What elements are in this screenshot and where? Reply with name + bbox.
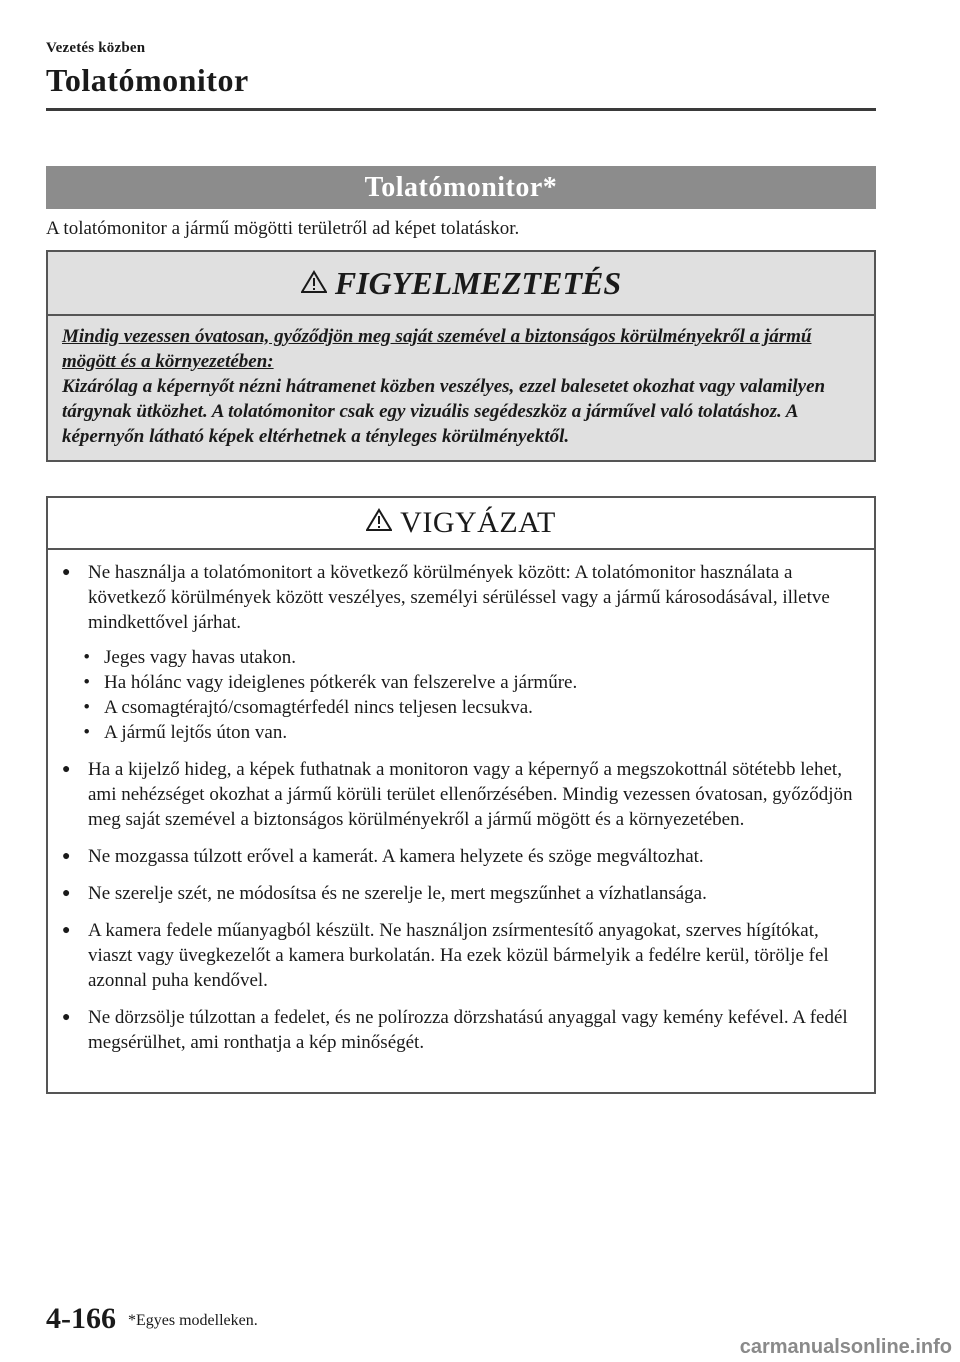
bullet-text: Ne használja a tolatómonitort a következő körülmények között: A tolatómonitor használata a következő körülmények között veszélyes, személyi sérüléssel vagy a jármű károsodásával, illetve mindkettővel járhat.: [88, 562, 830, 633]
watermark: carmanualsonline.info: [739, 1336, 952, 1358]
caution-body: [48, 550, 874, 1055]
warning-body: [48, 316, 874, 449]
bullet-dot: ●: [62, 923, 71, 938]
bullet-dot: ●: [62, 849, 71, 864]
list-item: [60, 1005, 860, 1055]
bullet-dot: ●: [62, 1010, 71, 1025]
list-item: [60, 560, 860, 635]
warning-triangle-icon: [366, 506, 392, 540]
list-item: [60, 757, 860, 832]
sub-list: [60, 645, 860, 745]
caution-header: [48, 498, 874, 550]
caution-box: [46, 496, 876, 1094]
warning-triangle-icon: [301, 265, 327, 302]
sub-list-item: • A csomagtérajtó/csomagtérfedél nincs teljesen lecsukva.: [83, 697, 533, 718]
warning-underlined-text: Mindig vezessen óvatosan, győződjön meg saját szemével a biztonságos körülményekről a jármű mögött és a környezetében:: [62, 326, 812, 372]
running-head: Vezetés közben: [46, 40, 146, 56]
footnote: *Egyes modelleken.: [128, 1312, 258, 1329]
title-divider: [46, 108, 876, 111]
bullet-text: Ne mozgassa túlzott erővel a kamerát. A kamera helyzete és szöge megváltozhat.: [88, 846, 704, 867]
bullet-dot: ●: [62, 762, 71, 777]
list-item: [60, 844, 860, 869]
list-item: [60, 918, 860, 993]
section-banner: Tolatómonitor*: [46, 166, 876, 209]
bullet-dot: ●: [62, 886, 71, 901]
intro-text: A tolatómonitor a jármű mögötti területről ad képet tolatáskor.: [46, 218, 520, 239]
sub-list-item: • Jeges vagy havas utakon.: [83, 647, 297, 668]
warning-text: Kizárólag a képernyőt nézni hátramenet közben veszélyes, ezzel balesetet okozhat vagy valamilyen tárgynak ütközhet. A tolatómonitor csak egy vizuális segédeszköz a járművel való tolatáshoz. A képernyőn látható képek eltérhetnek a tényleges körülményektől.: [62, 376, 826, 447]
warning-header: [48, 252, 874, 316]
chapter-title: Tolatómonitor: [46, 62, 249, 98]
bullet-text: A kamera fedele műanyagból készült. Ne használjon zsírmentesítő anyagokat, szerves hígítókat, viaszt vagy üvegkezelőt a kamera burkolatán. Ha ezek közül bármelyik a fedélre kerül, törölje fel azonnal puha kendővel.: [88, 920, 829, 991]
warning-title: FIGYELMEZTETÉS: [334, 264, 622, 301]
sub-list-item: • A jármű lejtős úton van.: [83, 722, 288, 743]
bullet-text: Ha a kijelző hideg, a képek futhatnak a monitoron vagy a képernyő a megszokottnál sötétebb lehet, ami nehézséget okozhat a jármű körüli terület ellenőrzésében. Mindig vezessen óvatosan, győződjön meg saját szemével a biztonságos körülményekről a jármű mögött és a környezetében.: [88, 759, 853, 830]
bullet-text: Ne szerelje szét, ne módosítsa és ne szerelje le, mert megszűnhet a vízhatlansága.: [88, 883, 707, 904]
list-item: [60, 881, 860, 906]
page-number: 4-166: [46, 1302, 116, 1335]
bullet-text: Ne dörzsölje túlzottan a fedelet, és ne polírozza dörzshatású anyaggal vagy kemény kefével. A fedél megsérülhet, ami ronthatja a kép minőségét.: [88, 1007, 848, 1053]
warning-box: [46, 250, 876, 462]
caution-title: VIGYÁZAT: [400, 506, 556, 539]
sub-list-item: • Ha hólánc vagy ideiglenes pótkerék van felszerelve a járműre.: [83, 672, 578, 693]
bullet-dot: ●: [62, 565, 71, 580]
